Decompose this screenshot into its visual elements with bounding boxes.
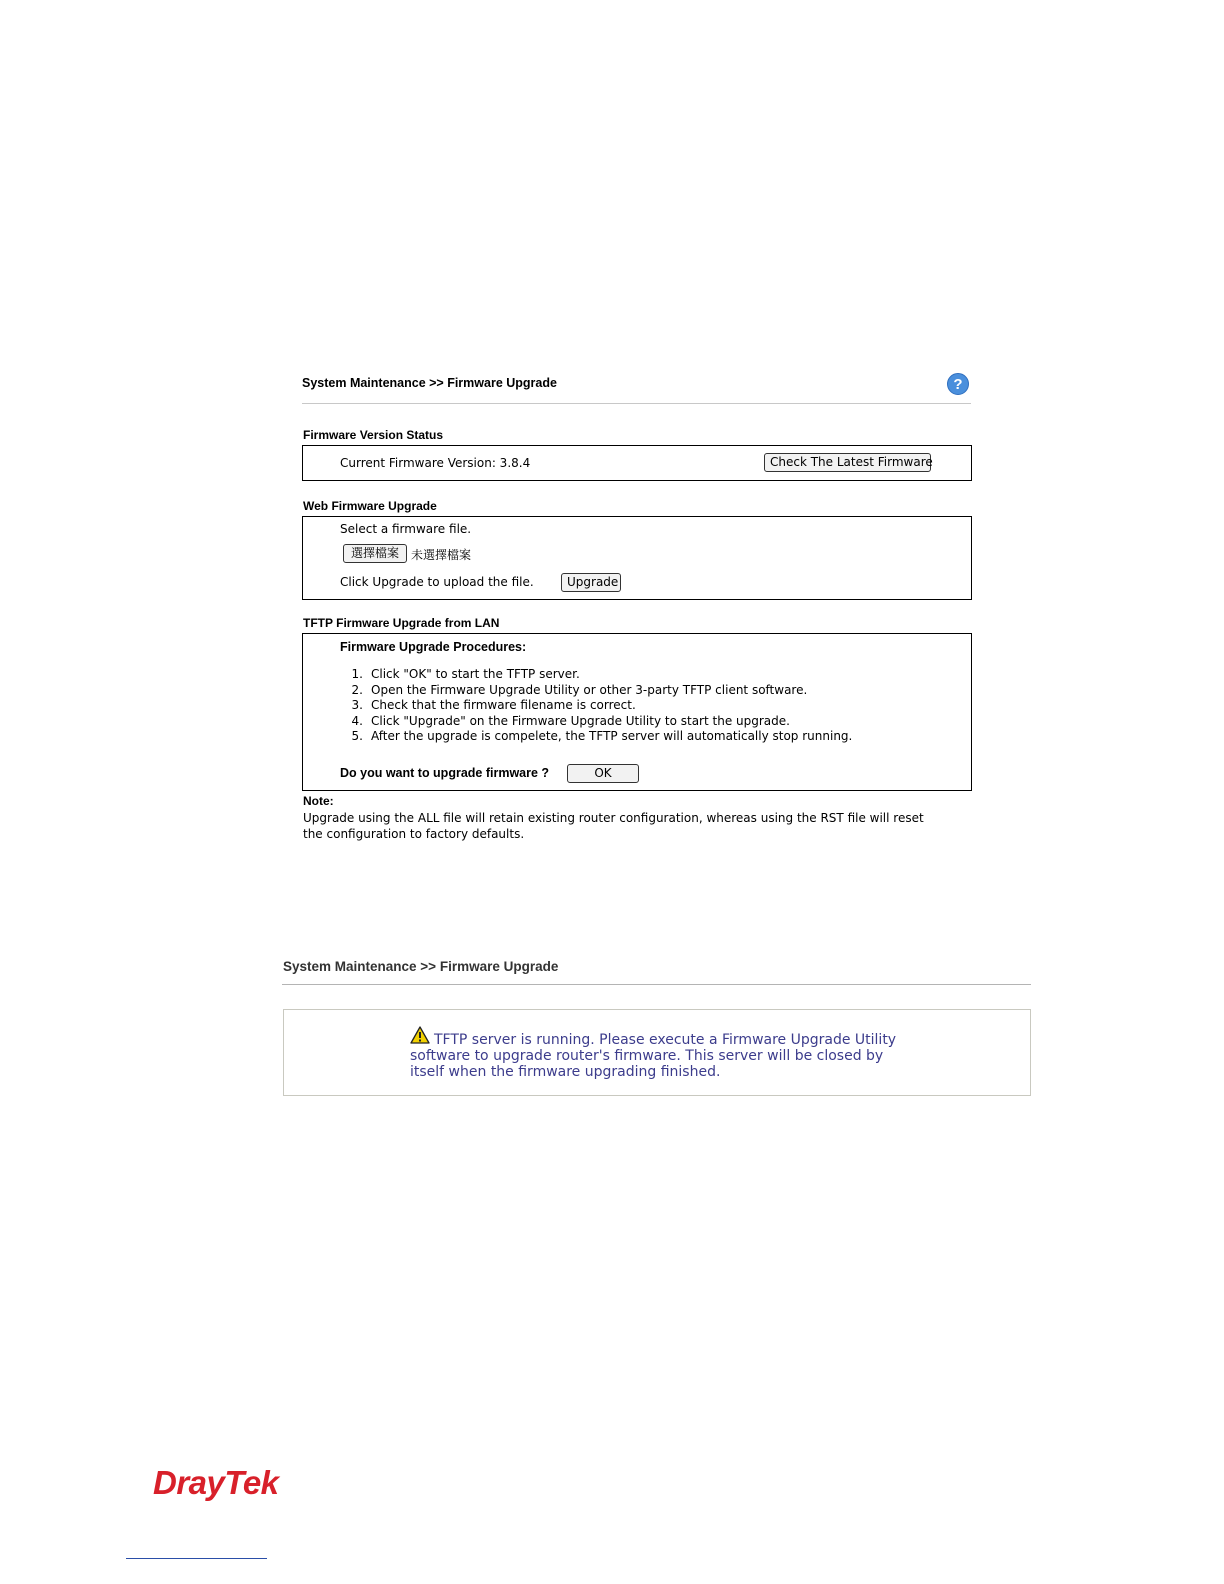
page-title-2: System Maintenance >> Firmware Upgrade (283, 959, 559, 974)
note-line-2: the configuration to factory defaults. (303, 827, 525, 841)
tftp-upgrade-title: TFTP Firmware Upgrade from LAN (303, 616, 500, 630)
tftp-upgrade-box (302, 633, 972, 791)
note-line-1: Upgrade using the ALL file will retain existing router configuration, whereas using the RST file will reset (303, 811, 924, 825)
check-latest-firmware-button[interactable]: Check The Latest Firmware (764, 453, 931, 472)
footer-rule (126, 1558, 267, 1559)
note-label: Note: (303, 794, 334, 808)
tftp-message-line-2: software to upgrade router's firmware. This server will be closed by (410, 1048, 884, 1064)
tftp-status-box (283, 1009, 1031, 1096)
draytek-logo: DrayTek (153, 1464, 279, 1501)
page-title: System Maintenance >> Firmware Upgrade (302, 376, 557, 390)
upload-label: Click Upgrade to upload the file. (340, 575, 534, 589)
title-divider (302, 403, 971, 404)
tftp-message-line-3: itself when the firmware upgrading finished. (410, 1064, 721, 1080)
firmware-status-box (302, 445, 972, 481)
upgrade-question: Do you want to upgrade firmware ? (340, 766, 550, 780)
select-firmware-label: Select a firmware file. (340, 522, 472, 536)
list-item: 2. Open the Firmware Upgrade Utility or other 3-party TFTP client software. (351, 682, 808, 697)
warning-icon (410, 1026, 430, 1044)
upgrade-button[interactable]: Upgrade (561, 573, 621, 592)
procedure-steps (333, 667, 852, 745)
list-item: 5. After the upgrade is compelete, the TFTP server will automatically stop running. (351, 729, 853, 743)
current-firmware-version: Current Firmware Version: 3.8.4 (340, 456, 531, 470)
tftp-message-line-1: TFTP server is running. Please execute a Firmware Upgrade Utility (434, 1032, 897, 1048)
ok-button[interactable]: OK (567, 764, 639, 783)
web-upgrade-title: Web Firmware Upgrade (303, 499, 437, 513)
choose-file-button[interactable]: 選擇檔案 (343, 544, 407, 563)
firmware-status-title: Firmware Version Status (303, 428, 444, 442)
procedures-title: Firmware Upgrade Procedures: (340, 640, 527, 654)
list-item: 4. Click "Upgrade" on the Firmware Upgrade Utility to start the upgrade. (351, 713, 790, 728)
help-icon[interactable]: ? (947, 373, 969, 395)
no-file-chosen: 未選擇檔案 (411, 548, 472, 562)
title-divider-2 (282, 984, 1031, 985)
web-upgrade-box (302, 516, 972, 600)
list-item: 3. Check that the firmware filename is correct. (351, 698, 636, 712)
list-item: 1. Click "OK" to start the TFTP server. (351, 667, 580, 681)
